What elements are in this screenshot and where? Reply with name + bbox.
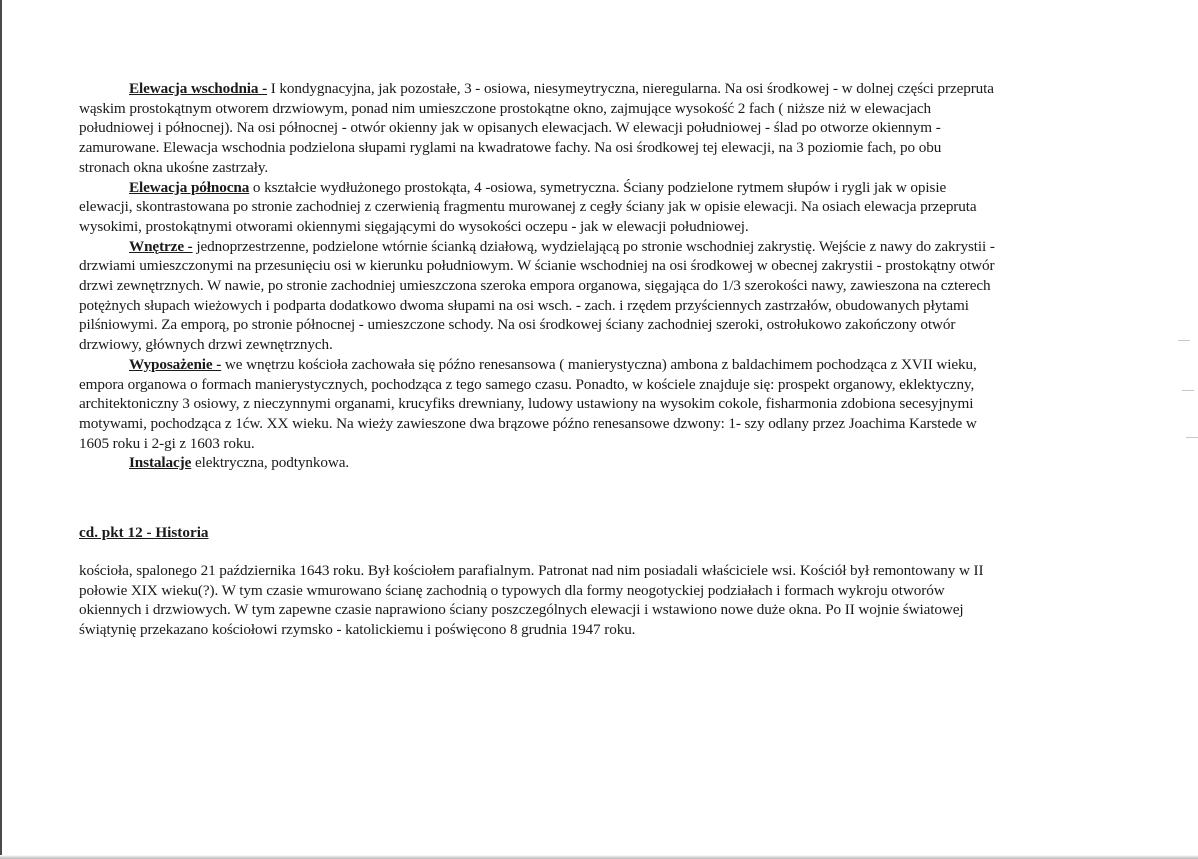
description-block <box>79 79 1119 473</box>
section-title: Elewacja wschodnia - <box>129 80 268 97</box>
scan-mark <box>1186 437 1198 438</box>
section-text: jednoprzestrzenne, podzielone wtórnie ścianką działową, wydzielającą po stronie wschodniej zakrystię. Wejście z nawy do zakrystii - <box>192 237 995 255</box>
scan-mark <box>1178 340 1190 341</box>
text-line: wysokimi, prostokątnymi otworami okiennymi sięgającymi do wysokości oczepu - jak w elewacji południowej. <box>79 217 749 235</box>
history-block <box>79 561 1119 640</box>
text-line <box>79 79 1119 99</box>
text-line: stronach okna ukośne zastrzały. <box>79 158 269 176</box>
scan-edge-bottom <box>0 855 1198 859</box>
section-interior <box>79 237 1119 355</box>
section-north-elevation <box>79 178 1119 237</box>
text-line: świątynię przekazano kościołowi rzymsko - katolickiemu i poświęcono 8 grudnia 1947 roku. <box>79 621 636 639</box>
section-title: Elewacja północna <box>129 178 250 196</box>
text-line: motywami, pochodząca z 1ćw. XX wieku. Na wieży zawieszone dwa brązowe późno renesansowe dzwony: 1- szy odlany przez Joachima Karstede w <box>79 414 977 432</box>
text-line: południowej i północnej). Na osi północnej - otwór okienny jak w opisanych elewacjach. W elewacji południowej - ślad po otworze okiennym - <box>79 119 941 137</box>
text-line: zamurowane. Elewacja wschodnia podzielona słupami ryglami na kwadratowe fachy. Na osi środkowej tej elewacji, na 3 poziomie fach, po obu <box>79 139 942 157</box>
text-line: pilśniowymi. Za emporą, po stronie północnej - umieszczone schody. Na osi środkowej ściany zachodniej szeroki, ostrołukowo zakończony otwór <box>79 316 956 334</box>
section-east-elevation <box>79 79 1119 178</box>
text-line <box>79 237 1119 257</box>
section-text: we wnętrzu kościoła zachowała się późno renesansowa ( manierystyczna) ambona z baldachimem pochodząca z XVII wieku, <box>221 355 977 373</box>
section-title: Wnętrze - <box>129 237 193 255</box>
text-line: drzwi zewnętrznych. W nawie, po stronie zachodniej umieszczona szeroka empora organowa, sięgająca do 1/3 szerokości nawy, zawieszona na czterech <box>79 277 991 295</box>
text-line: drzwiowy, głównych drzwi zewnętrznych. <box>79 336 333 354</box>
section-installations <box>79 453 1119 473</box>
section-text: I kondygnacyjna, jak pozostałe, 3 - osiowa, niesymeytryczna, nieregularna. Na osi środkowej - w dolnej części przepruta <box>267 80 994 97</box>
text-line: kościoła, spalonego 21 października 1643 roku. Był kościołem parafialnym. Patronat nad nim posiadali właściciele wsi. Kościół był remontowany w II <box>79 562 984 579</box>
text-line: połowie XIX wieku(?). W tym czasie wmurowano ścianę zachodnią o typowych dla formy neogotyckiej podziałach i formach wykroju otworów <box>79 581 945 599</box>
text-line: wąskim prostokątnym otworem drzwiowym, ponad nim umieszczone prostokątne okno, zajmujące wysokość 2 fach ( niższe niż w elewacjach <box>79 99 932 117</box>
text-line: elewacji, skontrastowana po stronie zachodniej z czerwienią fragmentu murowanej z cegły ściany jak w opisie elewacji. Na osiach elewacja przepruta <box>79 198 977 216</box>
text-line: empora organowa o formach manierystycznych, pochodząca z tego samego czasu. Ponadto, w kościele znajduje się: prospekt organowy, eklektyczny, <box>79 375 975 393</box>
section-title: Instalacje <box>129 454 192 472</box>
scan-edge-left <box>0 0 2 859</box>
text-line <box>79 453 1119 473</box>
text-line: architektoniczny 3 osiowy, z nieczynnymi organami, krucyfiks drewniany, ludowy ustawiony na wysokim cokole, fisharmonia zdobiona secesyjnymi <box>79 395 974 413</box>
section-title: Wyposażenie - <box>129 355 222 373</box>
text-line: drzwiami umieszczonymi na przesunięciu osi w kierunku południowym. W ścianie wschodniej na osi środkowej w obecnej zakrystii - prostokątny otwór <box>79 257 995 275</box>
section-furnishings <box>79 355 1119 454</box>
text-line: 1605 roku i 2-gi z 1603 roku. <box>79 434 255 452</box>
text-line: okiennych i drzwiowych. W tym zapewne czasie naprawiono ściany poszczególnych elewacji i wstawiono nowe duże okna. Po II wojnie światowej <box>79 601 964 619</box>
text-line: potężnych słupach wieżowych i podparta dodatkowo dwoma słupami na osi wsch. - zach. i rzędem przyściennych zastrzałów, obudowanych płytami <box>79 296 969 314</box>
text-line <box>79 355 1119 375</box>
scan-mark <box>1182 390 1194 391</box>
text-line <box>79 178 1119 198</box>
section-text: o kształcie wydłużonego prostokąta, 4 -osiowa, symetryczna. Ściany podzielone rytmem słupów i rygli jak w opisie <box>249 178 947 196</box>
history-heading: cd. pkt 12 - Historia <box>79 524 209 541</box>
section-text: elektryczna, podtynkowa. <box>191 454 350 472</box>
